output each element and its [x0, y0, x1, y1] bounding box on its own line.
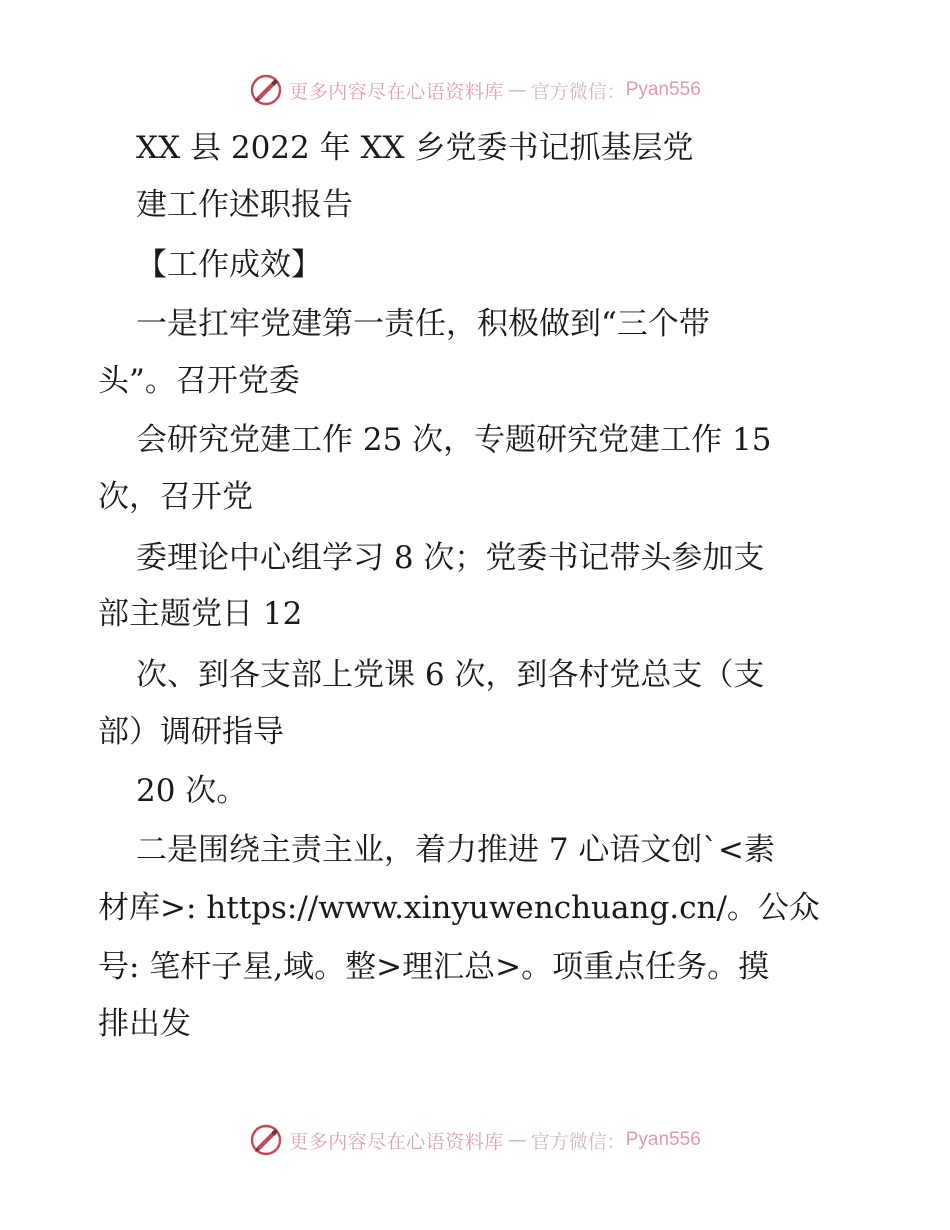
pen-logo-icon: [249, 73, 283, 107]
paragraph-line: 部主题党日 12: [98, 596, 303, 632]
watermark-wechat-id: Pyan556: [625, 79, 701, 100]
title-line-1: XX 县 2022 年 XX 乡党委书记抓基层党: [136, 130, 694, 166]
watermark-separator: —: [507, 1129, 527, 1151]
paragraph-line: 次、到各支部上党课 6 次，到各村党总支（支: [136, 657, 765, 693]
title-line-2: 建工作述职报告: [136, 187, 353, 223]
watermark-wechat-label: 官方微信：: [530, 80, 626, 103]
paragraph-line: 头”。召开党委: [98, 363, 300, 399]
paragraph-line: 次，召开党: [98, 479, 253, 515]
section-heading: 【工作成效】: [136, 247, 322, 283]
paragraph-line: 排出发: [98, 1006, 191, 1042]
paragraph-line: 材库>: https://www.xinyuwenchuang.cn/。公众: [98, 890, 820, 926]
footer-watermark: [0, 1120, 950, 1160]
paragraph-line: 委理论中心组学习 8 次；党委书记带头参加支: [136, 540, 765, 576]
header-watermark: [0, 70, 950, 110]
watermark-text: 更多内容尽在心语资料库: [289, 80, 504, 103]
paragraph-line: 20 次。: [136, 773, 248, 809]
watermark-wechat-label: 官方微信：: [530, 1130, 626, 1153]
paragraph-line: 二是围绕主责主业，着力推进 7 心语文创`<素: [136, 832, 775, 868]
paragraph-line: 会研究党建工作 25 次，专题研究党建工作 15: [136, 422, 772, 458]
watermark-text: 更多内容尽在心语资料库: [289, 1130, 504, 1153]
watermark-separator: —: [507, 79, 527, 101]
paragraph-line: 部）调研指导: [98, 714, 284, 750]
watermark-wechat-id: Pyan556: [625, 1129, 701, 1150]
paragraph-line: 一是扛牢党建第一责任，积极做到“三个带: [136, 306, 710, 342]
paragraph-line: 号: 笔杆子星,域。整>理汇总>。项重点任务。摸: [98, 949, 770, 985]
pen-logo-icon: [249, 1123, 283, 1157]
